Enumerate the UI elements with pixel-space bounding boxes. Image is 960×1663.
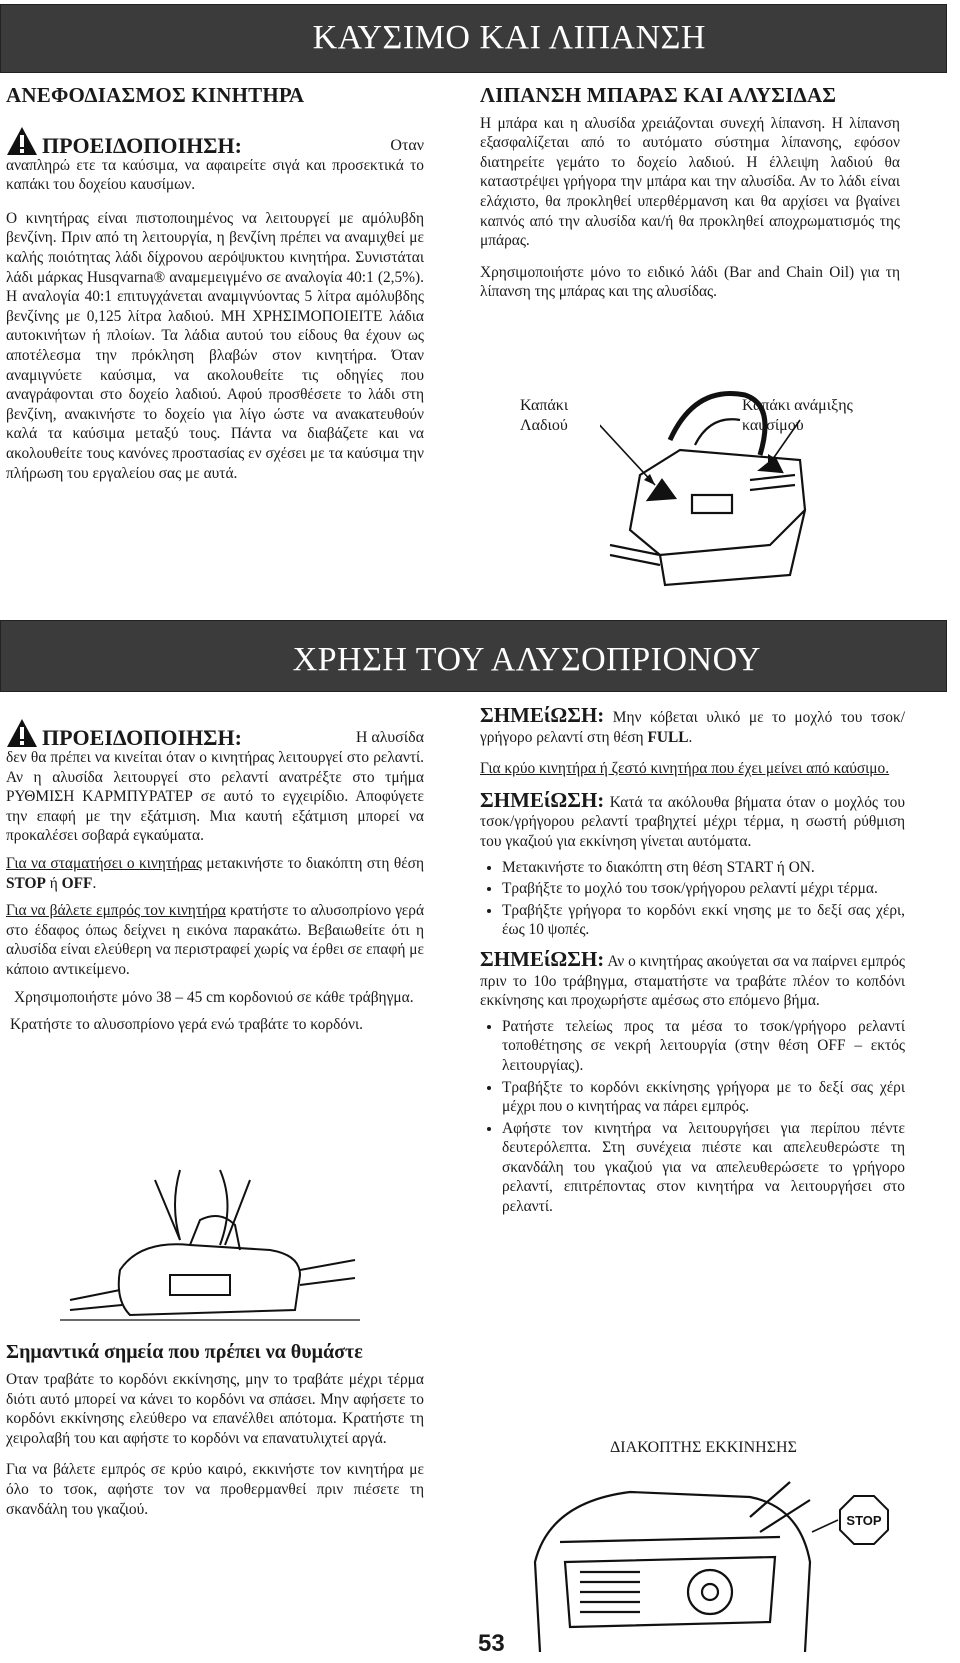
rope-length-text: Χρησιμοποιήστε μόνο 38 – 45 cm κορδονιού σε κάθε τράβηγμα. [14, 988, 414, 1006]
chainsaw-tanks-illustration [600, 380, 860, 595]
fueling-warning-text: αναπληρώ ετε τα καύσιμα, να αφαιρείτε σιγά και προσεκτικά το καπάκι του δοχείου καυσίμων. [6, 156, 424, 194]
starting-chainsaw-illustration [60, 1160, 360, 1330]
fueling-paragraph: Ο κινητήρας είναι πιστοποιημένος να λειτουργεί με αμόλυβδη βενζίνη. Πριν από τη λειτουργία, η βενζίνη πρέπει να αναμιχθεί με καλής ποιότητας λάδι δίχρονου αερόψυκτου κινητήρα. Συνιστάται λάδι μάρκας Husqvarna® αναμεμειγμένο σε αναλογία 40:1 (2,5%). Η αναλογία 40:1 επιτυγχάνεται αναμιγνύοντας 5 λίτρα αμόλυβδης βενζίνης με 0,125 λίτρα λαδιού. ΜΗ ΧΡΗΣΙΜΟΠΟΙΕΙΤΕ λάδια αυτοκινήτων ή πλοίων. Τα λάδια αυτού του είδους θα έχουν ως αποτέλεσμα την πρόκληση βλαβών στον κινητήρα. Όταν αναμιγνύετε καύσιμα, να ακολουθείτε τις οδηγίες που αναγράφονται στο δοχείο λαδιού. Αφού προσθέσετε το λάδι στη βενζίνη, ανακινήστε το δοχείο για λίγο ώστε να ανακατευθούν καλά τα καύσιμα μεταξύ τους. Πάντα να διαβάζετε και να ακολουθείτε τους κανόνες προστασίας εν σχέσει με τα καύσιμα την πλήρωση του εργαλείου σας με αυτά. [6, 209, 424, 482]
warning-label: ΠΡΟΕΙΔΟΠΟΙΗΣΗ: [42, 133, 242, 158]
lubrication-section [480, 83, 900, 310]
important-notes-section [6, 1340, 424, 1527]
lubrication-p2: Χρησιμοποιήστε μόνο το ειδικό λάδι (Bar and Chain Oil) για τη λίπανση της μπάρας και της αλυσίδας. [480, 263, 900, 301]
note-firing: ΣΗΜΕίΩΣΗ: Αν ο κινητήρας ακούγεται σα να παίρνει εμπρός πριν το 10ο τράβηγμα, σταματήστε να τραβάτε πλέον το κοπδόνι εκκίνησης και προχωρήστε αμέσως στο επόμενο βήμα. [480, 946, 905, 1010]
note-full: ΣΗΜΕίΩΣΗ: Μην κόβεται υλικό με το μοχλό του τσοκ/γρήγορο ρελαντί στη θέση FULL. [480, 703, 905, 746]
fueling-section [6, 83, 424, 491]
banner-title: ΧΡΗΣΗ ΤΟΥ ΑΛΥΣΟΠΡΙΟΝΟΥ [292, 641, 761, 678]
warning-icon [6, 718, 38, 748]
stop-sign-text: STOP [846, 1513, 882, 1528]
list-item: • Μετακινήστε το διακόπτη στη θέση START ή ON. [502, 858, 905, 878]
banner-title: ΚΑΥΣΙΜΟ ΚΑΙ ΛΙΠΑΝΣΗ [312, 19, 706, 56]
caption-oil-cap: Καπάκι Λαδιού [520, 397, 569, 434]
lubrication-heading: ΛΙΠΑΝΣΗ ΜΠΑΡΑΣ ΚΑΙ ΑΛΥΣΙΔΑΣ [480, 83, 837, 107]
list-item: • Τραβήξτε το μοχλό του τσοκ/γρήγορου ρελαντί μέχρι τέρμα. [502, 879, 905, 899]
page-number: 53 [478, 1630, 505, 1657]
section-banner-fuel [0, 4, 947, 73]
notes-p1: Οταν τραβάτε το κορδόνι εκκίνησης, μην το τραβάτε μέχρι τέρμα διότι αυτό μπορεί να κάνει το κορδόνι να σπάσει. Μην αφήσετε το κορδόνι εκκίνησης ελεύθερο να επανέλθει απότομα. Κρατήστε τη χειρολαβή του και αφήστε το κορδόνι να επανατυλιχτεί αργά. [6, 1371, 424, 1447]
operation-warning [6, 718, 424, 751]
hold-saw-text: Κρατήστε το αλυσοπρίονο γερά ενώ τραβάτε το κορδόνι. [10, 1016, 363, 1034]
operation-warning-text: δεν θα πρέπει να κινείται όταν ο κινητήρας λειτουργεί στο ρελαντί. Αν η αλυσίδα λειτουργεί στο ρελαντί ανατρέξτε στο τμήμα ΡΥΘΜΙΣΗ ΚΑΡΜΠΥΡΑΤΕΡ σε αυτό το εγχειρίδιο. Αποφύγετε την επαφή με την εξάτμιση. Μια καυτή εξάτμιση μπορεί να προκαλέσει σοβαρά εγκαύματα. [6, 749, 424, 845]
list-item: • Τραβήξτε το κορδόνι εκκίνησης γρήγορα με το δεξί σας χέρι μέχρι που ο κινητήρας να πάρει εμπρός. [502, 1078, 905, 1117]
switch-caption: ΔΙΑΚΟΠΤΗΣ ΕΚΚΙΝΗΣΗΣ [610, 1439, 797, 1456]
warning-tail: Οταν [390, 137, 424, 154]
stop-engine-paragraph: Για να σταματήσει ο κινητήρας μετακινήστε το διακόπτη στη θέση STOP ή OFF. [6, 854, 425, 892]
warning-label: ΠΡΟΕΙΔΟΠΟΙΗΣΗ: [42, 725, 242, 751]
warning-icon [6, 126, 38, 156]
stop-switch-illustration [520, 1462, 900, 1657]
warning-tail: Η αλυσίδα [355, 729, 424, 747]
operation-section [6, 718, 424, 1043]
steps-list-2 [480, 1017, 905, 1217]
note-choke: ΣΗΜΕίΩΣΗ: Κατά τα ακόλουθα βήματα όταν ο μοχλός του τσοκ/γρήγορου ρελαντί τραβηχτεί μέχρι τέρμα, η σωστή ρύθμιση του γκαζιού για εκκίνηση γίνεται αυτόματα. [480, 787, 905, 850]
notes-heading: Σημαντικά σημεία που πρέπει να θυμάστε [6, 1341, 363, 1363]
list-item: • Αφήστε τον κινητήρα να λειτουργήσει για περίπου πέντε δευτερόλεπτα. Στη συνέχεια πιέστε και απελευθερώστε τη σκανδάλη του γκαζιού για να απελευθερώσετε το γρήγορο ρελαντί, επιτρέποντας στον κινητήρα να λειτουργήσει στο ρελαντί. [502, 1119, 905, 1217]
section-banner-use [0, 620, 947, 692]
notes-p2: Για να βάλετε εμπρός σε κρύο καιρό, εκκινήστε τον κινητήρα με όλο το τσοκ, αφήστε τον να προθερμανθεί πριν πιέσετε τη σκανδάλη του γκαζιού. [6, 1461, 424, 1518]
start-engine-paragraph: Για να βάλετε εμπρός τον κινητήρα κρατήστε το αλυσοπρίονο γερά στο έδαφος όπως δείχνει η εικόνα παρακάτω. Βεβαιωθείτε ότι η αλυσίδα είναι ελεύθερη να περιστραφεί χωρίς να έρθει σε επαφή με κάποιο αντικείμενο. [6, 902, 425, 978]
starting-notes-section [480, 703, 905, 1225]
lubrication-p1: Η μπάρα και η αλυσίδα χρειάζονται συνεχή λίπανση. Η λίπανση εξασφαλίζεται από το αυτόματο σύστημα λίπανσης, εφόσον διατηρείτε γεμάτο το δοχείο λαδιού. Η έλλειψη λαδιού θα καταστρέψει γρήγορα την μπάρα και την αλυσίδα. Αν το λάδι είναι ελάχιστο, θα προκληθεί υπερθέρμανση και θα αρχίσει να βγαίνει καπνός από την αλυσίδα και/ή θα προκληθεί αποχρωματισμός της μπάρας. [480, 114, 900, 250]
caption-fuel-cap: Καπάκι ανάμιξης καυσίμου [742, 397, 853, 434]
fueling-warning [6, 126, 424, 156]
fueling-heading: ΑΝΕΦΟΔΙΑΣΜΟΣ ΚΙΝΗΤΗΡΑ [6, 83, 305, 107]
list-item: • Τραβήξτε γρήγορα το κορδόνι εκκί νησης με το δεξί σας χέρι, έως 10 ψοπές. [502, 901, 905, 940]
steps-list [480, 858, 905, 940]
list-item: • Ρατήστε τελείως προς τα μέσα το τσοκ/γρήγορο ρελαντί τοποθέτησης σε νεκρή λειτουργία (στην θέση OFF – εκτός λειτουργίας). [502, 1017, 905, 1076]
cold-warm-engine: Για κρύο κινητήρα ή ζεστό κινητήρα που έχει μείνει από καύσιμο. [480, 760, 890, 778]
